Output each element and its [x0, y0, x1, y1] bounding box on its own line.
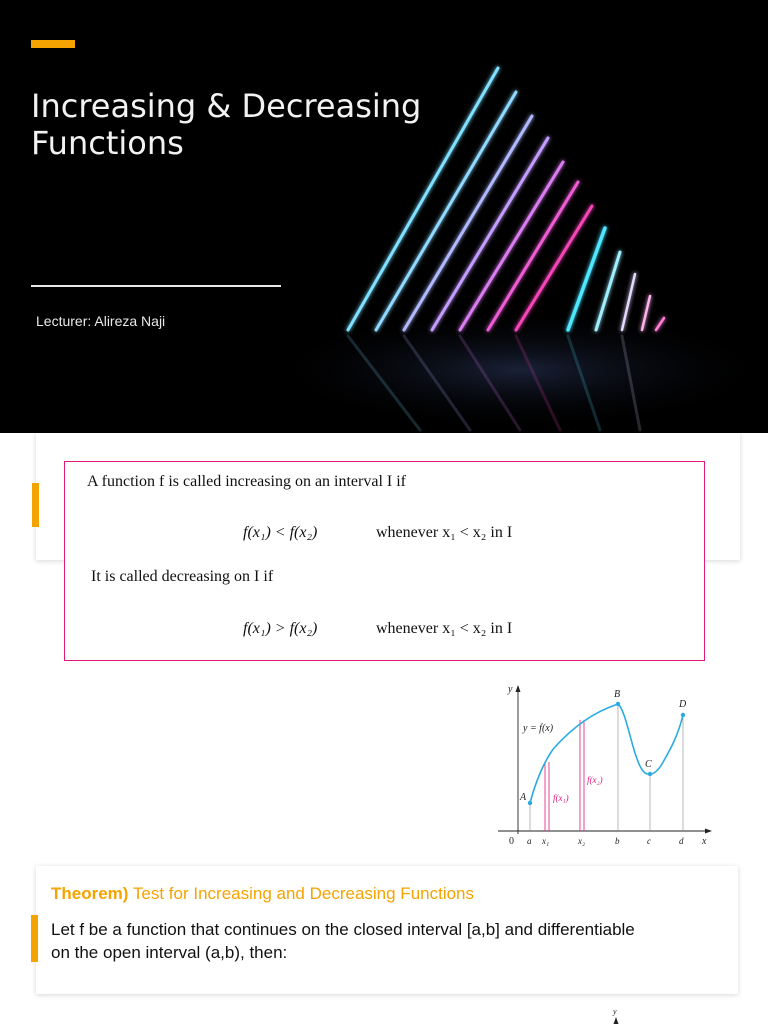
title-accent-dash [31, 40, 75, 48]
point-d-label: D [679, 699, 687, 710]
theorem-heading [51, 884, 474, 904]
decreasing-condition: whenever x₁ < x₂ in I [376, 620, 513, 637]
increasing-condition: whenever x₁ < x₂ in I [376, 524, 513, 541]
function-curve [530, 704, 683, 803]
point-a-marker [528, 801, 532, 805]
tick-c: c [647, 836, 651, 846]
point-b-marker [616, 702, 620, 706]
definition-accent-bar [32, 483, 39, 527]
theorem-body: Let f be a function that continues on the closed interval [a,b] and differentiable on the open interval (a,b), then: [51, 920, 635, 962]
increasing-definition-intro: A function f is called increasing on an interval I if [87, 473, 407, 490]
title-slide [0, 0, 768, 433]
next-graph-y-label: y [613, 1007, 617, 1016]
origin-label: 0 [509, 836, 514, 847]
definition-box [64, 461, 705, 661]
next-graph-y-axis [610, 1006, 630, 1024]
slide-title: Increasing & Decreasing Functions [31, 87, 422, 162]
x-axis-arrow [705, 829, 712, 834]
point-b-label: B [614, 689, 621, 700]
point-c-marker [648, 772, 652, 776]
f-x2-label: f(x₂) [587, 775, 603, 785]
point-c-label: C [645, 759, 652, 770]
function-graph [490, 676, 720, 856]
x-axis-label: x [702, 836, 707, 847]
tick-d: d [679, 836, 684, 846]
decreasing-definition-intro: It is called decreasing on I if [91, 568, 274, 585]
title-divider [31, 285, 281, 287]
tick-x1: x₁ [542, 836, 550, 846]
point-d-marker [681, 713, 685, 717]
next-graph-y-arrow [614, 1017, 619, 1024]
theorem-accent-bar [31, 915, 38, 962]
y-axis-label: y [508, 684, 513, 695]
tick-a: a [527, 836, 532, 846]
theorem-title: Test for Increasing and Decreasing Functions [132, 884, 475, 903]
increasing-formula: f(x₁) < f(x₂) [243, 524, 318, 541]
f-x1-label: f(x₁) [553, 793, 569, 803]
curve-label: y = f(x) [523, 723, 554, 734]
tick-x2: x₂ [578, 836, 586, 846]
decreasing-formula: f(x₁) > f(x₂) [243, 620, 318, 637]
point-a-label: A [520, 792, 527, 803]
tick-b: b [615, 836, 620, 846]
theorem-label: Theorem) [51, 884, 129, 903]
neon-light-artwork [0, 0, 768, 433]
lecturer-name: Lecturer: Alireza Naji [36, 313, 166, 329]
y-axis-arrow [516, 685, 521, 692]
